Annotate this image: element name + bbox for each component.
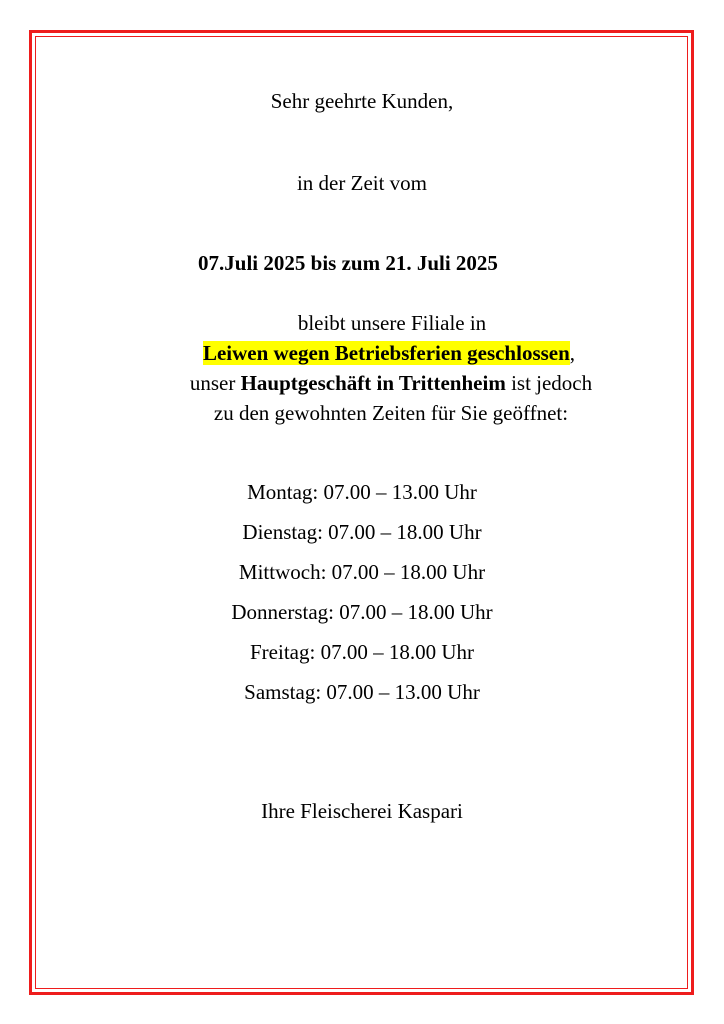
main-store-suffix: ist jedoch bbox=[505, 371, 593, 395]
signature: Ihre Fleischerei Kaspari bbox=[261, 799, 463, 823]
closure-highlight-line bbox=[27, 340, 724, 366]
date-range: 07.Juli 2025 bis zum 21. Juli 2025 bbox=[198, 251, 498, 275]
hours-monday: Montag: 07.00 – 13.00 Uhr bbox=[247, 480, 477, 504]
hours-tuesday: Dienstag: 07.00 – 18.00 Uhr bbox=[242, 520, 482, 544]
closure-suffix: , bbox=[569, 341, 576, 365]
main-store-prefix: unser bbox=[189, 371, 241, 395]
opening-note: zu den gewohnten Zeiten für Sie geöffnet: bbox=[213, 401, 569, 425]
hours-wednesday: Mittwoch: 07.00 – 18.00 Uhr bbox=[238, 560, 486, 584]
closure-highlight: Leiwen wegen Betriebsferien geschlossen bbox=[202, 341, 570, 365]
main-store-line bbox=[29, 370, 724, 396]
greeting: Sehr geehrte Kunden, bbox=[270, 89, 454, 113]
main-store-name: Hauptgeschäft in Trittenheim bbox=[240, 371, 506, 395]
hours-saturday: Samstag: 07.00 – 13.00 Uhr bbox=[244, 680, 480, 704]
hours-friday: Freitag: 07.00 – 18.00 Uhr bbox=[250, 640, 474, 664]
hours-thursday: Donnerstag: 07.00 – 18.00 Uhr bbox=[231, 600, 493, 624]
closure-line: bleibt unsere Filiale in bbox=[297, 311, 487, 335]
intro-text: in der Zeit vom bbox=[296, 171, 428, 195]
